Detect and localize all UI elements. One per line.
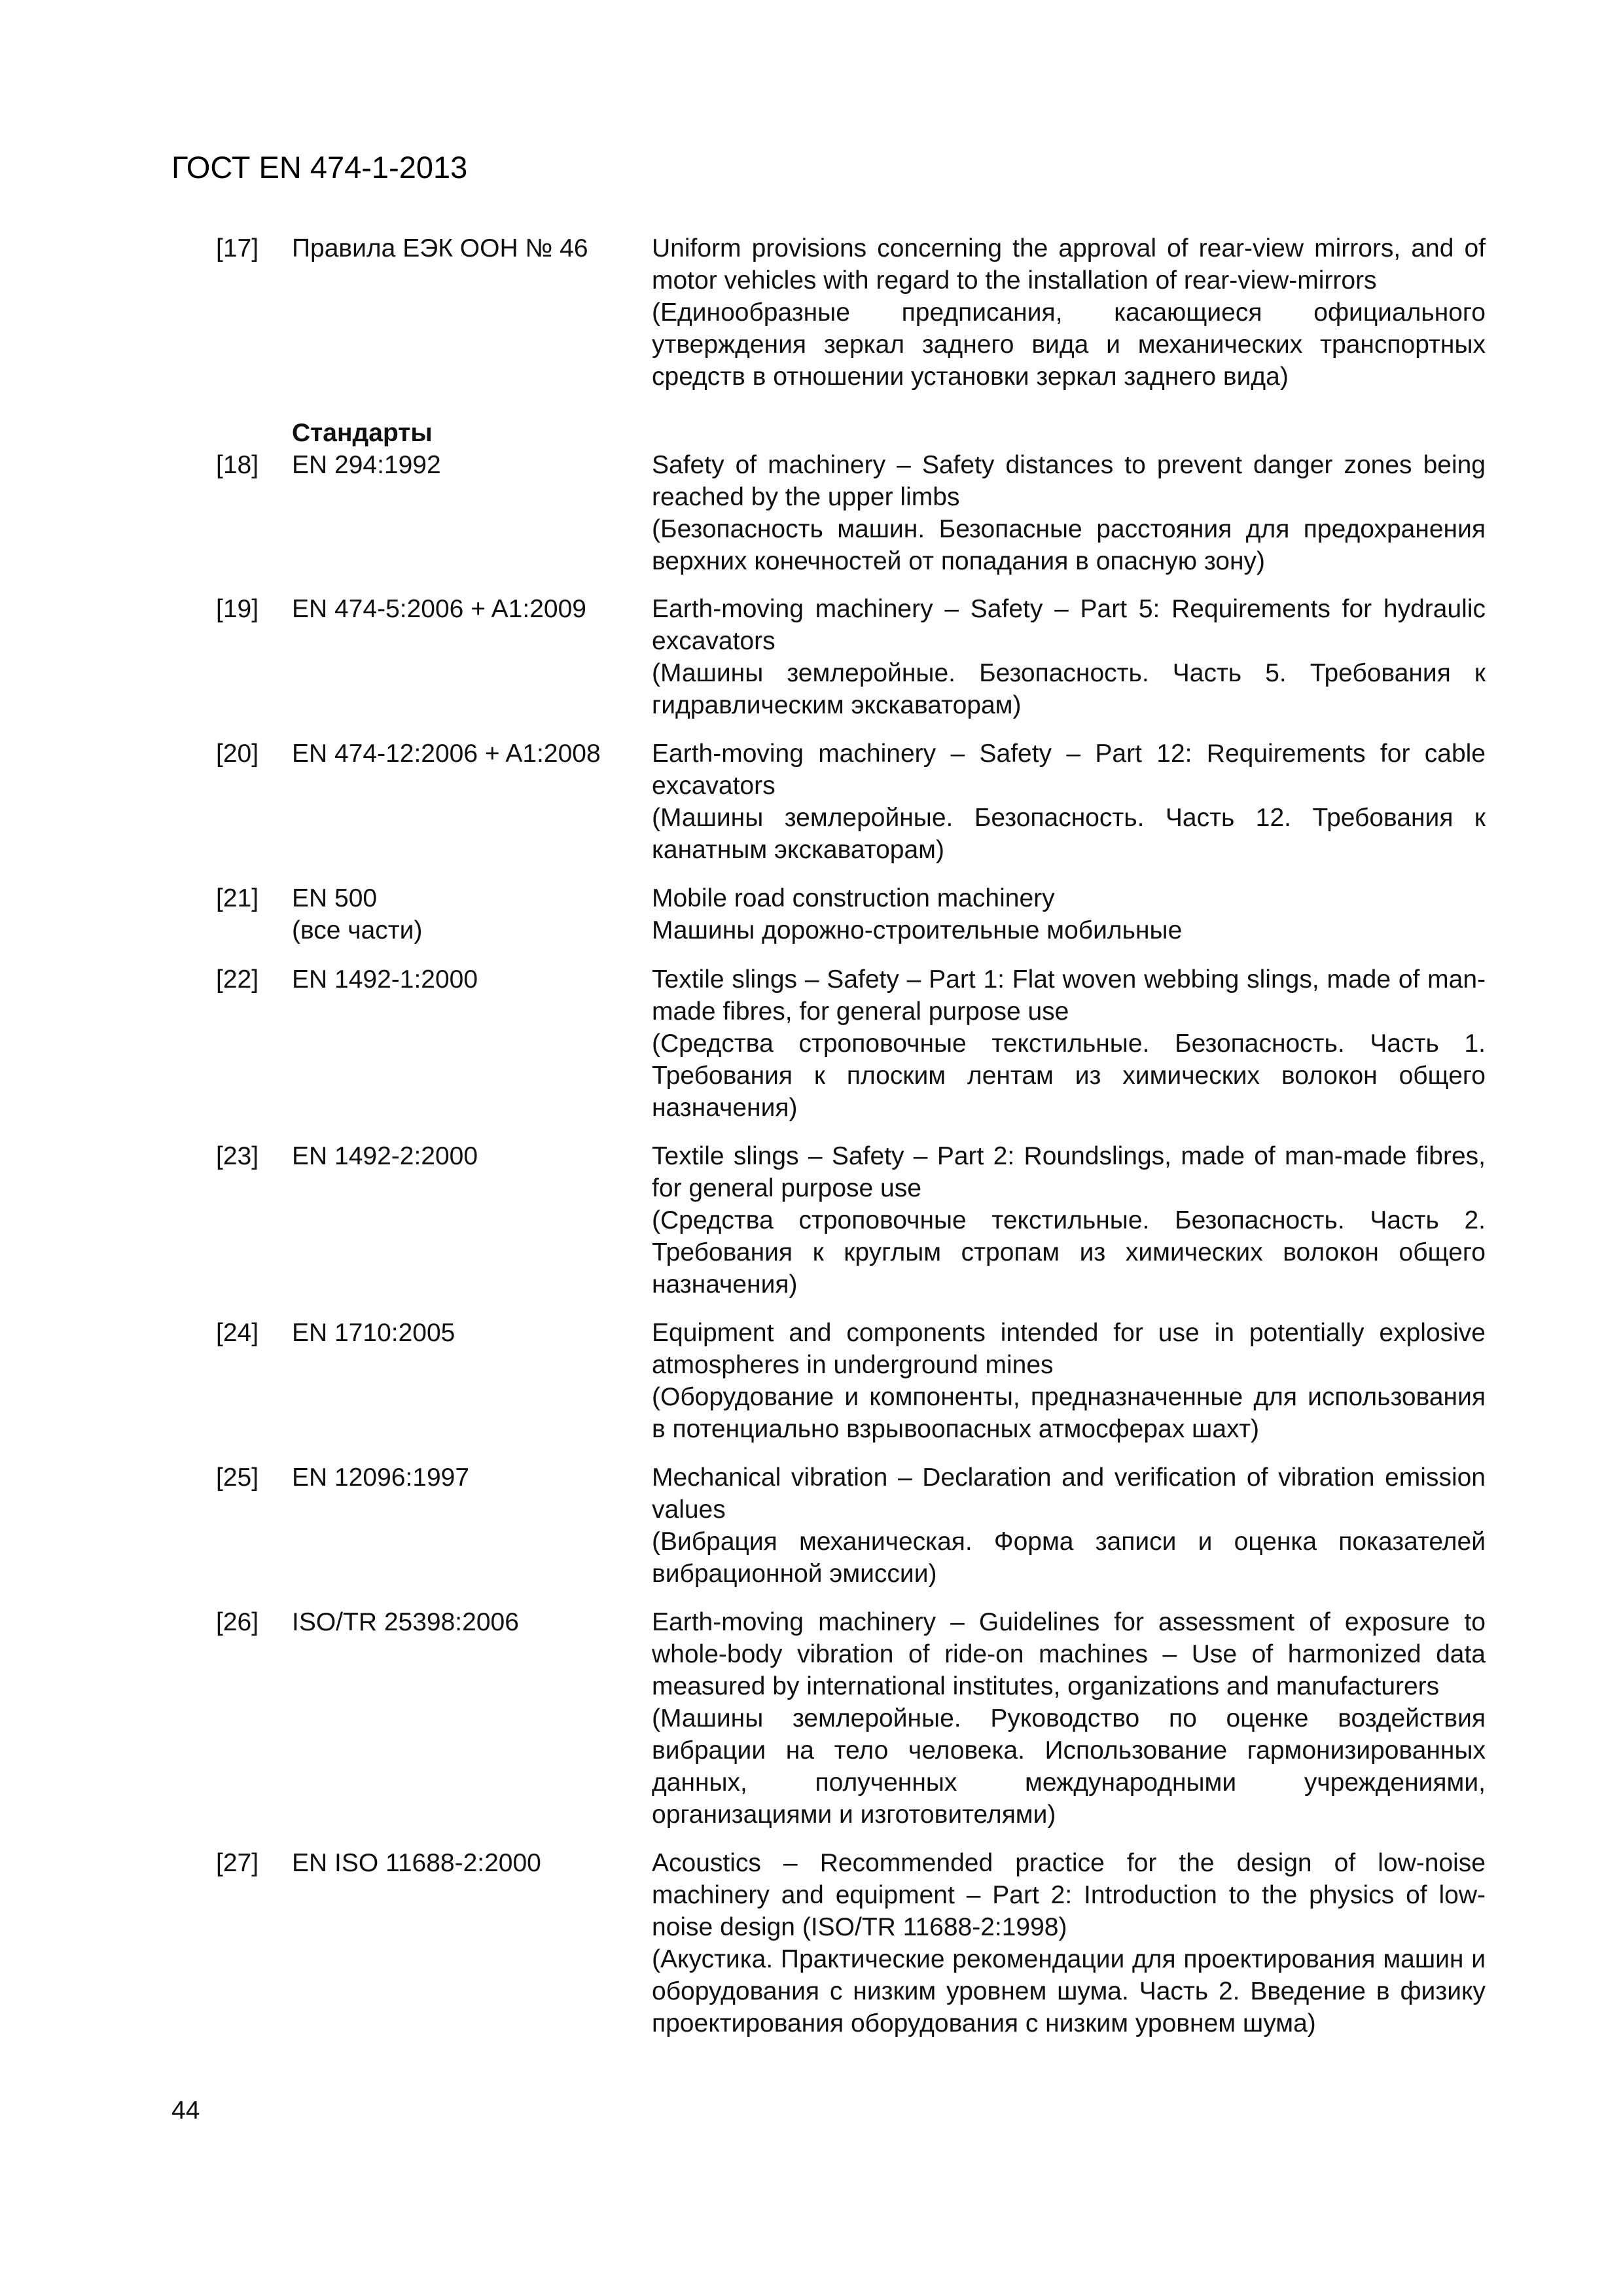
reference-number: [21]: [216, 884, 259, 912]
reference-code: [292, 882, 645, 946]
reference-code-text: EN 294:1992: [292, 451, 441, 479]
reference-number: [22]: [216, 965, 259, 994]
reference-description: [652, 1317, 1486, 1445]
reference-code-text: Правила ЕЭК ООН № 46: [292, 234, 588, 262]
reference-code-text: EN 1492-1:2000: [292, 965, 478, 994]
reference-description: [652, 963, 1486, 1124]
reference-title-ru: Машины дорожно-строительные мобильные: [652, 916, 1183, 944]
reference-title-en: Textile slings – Safety – Part 2: Roundslings, made of man-made fibres, for general purpose use: [652, 1142, 1486, 1202]
reference-title-en: Mobile road construction machinery: [652, 884, 1055, 912]
reference-code-subtext: (все части): [292, 916, 423, 944]
reference-description: [652, 449, 1486, 577]
reference-code-text: ISO/TR 25398:2006: [292, 1608, 519, 1636]
reference-title-en: Uniform provisions concerning the approval of rear-view mirrors, and of motor vehicles with regard to the installation of rear-view-mirrors: [652, 234, 1486, 295]
reference-title-ru: (Безопасность машин. Безопасные расстояния для предохранения верхних конечностей от попадания в опасную зону): [652, 515, 1486, 575]
reference-title-en: Earth-moving machinery – Safety – Part 12: Requirements for cable excavators: [652, 740, 1486, 800]
reference-description: [652, 1462, 1486, 1590]
reference-code: [292, 1462, 645, 1494]
reference-code-text: EN 474-12:2006 + A1:2008: [292, 740, 601, 768]
reference-title-ru: (Машины землеройные. Безопасность. Часть 12. Требования к канатным экскаваторам): [652, 804, 1486, 864]
reference-number: [19]: [216, 595, 259, 623]
reference-description: [652, 882, 1486, 946]
reference-number: [26]: [216, 1608, 259, 1636]
reference-title-ru: (Оборудование и компоненты, предназначенные для использования в потенциально взрывоопасных атмосферах шахт): [652, 1383, 1486, 1443]
reference-number: [23]: [216, 1142, 259, 1170]
reference-code: [292, 1317, 645, 1349]
reference-number: [18]: [216, 451, 259, 479]
reference-title-ru: (Средства строповочные текстильные. Безопасность. Часть 2. Требования к круглым стропам из химических волокон общего назначения): [652, 1206, 1486, 1299]
reference-number: [17]: [216, 234, 259, 262]
reference-title-en: Safety of machinery – Safety distances to prevent danger zones being reached by the upper limbs: [652, 451, 1486, 511]
reference-number: [27]: [216, 1849, 259, 1877]
reference-code-text: EN 474-5:2006 + A1:2009: [292, 595, 586, 623]
reference-code-text: EN 500: [292, 884, 378, 912]
reference-title-en: Mechanical vibration – Declaration and verification of vibration emission values: [652, 1463, 1486, 1524]
reference-code-text: EN 1492-2:2000: [292, 1142, 478, 1170]
reference-code: [292, 738, 645, 770]
reference-title-en: Equipment and components intended for use in potentially explosive atmospheres in underground mines: [652, 1319, 1486, 1379]
reference-number: [25]: [216, 1463, 259, 1492]
reference-code: [292, 449, 645, 481]
reference-description: [652, 1606, 1486, 1831]
reference-code: [292, 963, 645, 996]
section-heading-standards: Стандарты: [292, 419, 433, 447]
reference-number: [24]: [216, 1319, 259, 1347]
reference-code: [292, 593, 645, 625]
reference-code: [292, 1847, 645, 1879]
reference-title-ru: (Акустика. Практические рекомендации для проектирования машин и оборудования с низким уровнем шума. Часть 2. Введение в физику проектирования оборудования с низким уровнем шума): [652, 1945, 1486, 2037]
page-number: 44: [171, 2096, 200, 2125]
reference-code-text: EN ISO 11688-2:2000: [292, 1849, 541, 1877]
reference-code: [292, 1606, 645, 1638]
reference-description: [652, 1847, 1486, 2039]
reference-title-ru: (Средства строповочные текстильные. Безопасность. Часть 1. Требования к плоским лентам из химических волокон общего назначения): [652, 1030, 1486, 1122]
reference-title-en: Textile slings – Safety – Part 1: Flat woven webbing slings, made of man-made fibres, for general purpose use: [652, 965, 1486, 1026]
reference-code: [292, 232, 645, 264]
reference-title-ru: (Машины землеройные. Руководство по оценке воздействия вибрации на тело человека. Использование гармонизированных данных, полученных международными учреждениями, организациями и изготовителями): [652, 1704, 1486, 1829]
reference-description: [652, 738, 1486, 866]
reference-title-ru: (Машины землеройные. Безопасность. Часть 5. Требования к гидравлическим экскаваторам): [652, 659, 1486, 719]
reference-title-ru: (Единообразные предписания, касающиеся официального утверждения зеркал заднего вида и механических транспортных средств в отношении установки зеркал заднего вида): [652, 298, 1486, 391]
reference-title-en: Earth-moving machinery – Guidelines for assessment of exposure to whole-body vibration of ride-on machines – Use of harmonized data measured by international institutes, organizations and manufacturers: [652, 1608, 1486, 1700]
reference-number: [20]: [216, 740, 259, 768]
reference-description: [652, 593, 1486, 721]
reference-title-ru: (Вибрация механическая. Форма записи и оценка показателей вибрационной эмиссии): [652, 1528, 1486, 1588]
reference-description: [652, 1140, 1486, 1300]
reference-title-en: Acoustics – Recommended practice for the design of low-noise machinery and equipment – Part 2: Introduction to the physics of low-noise design (ISO/TR 11688-2:1998): [652, 1849, 1486, 1941]
reference-code-text: EN 1710:2005: [292, 1319, 455, 1347]
reference-code-text: EN 12096:1997: [292, 1463, 470, 1492]
reference-description: [652, 232, 1486, 393]
reference-code: [292, 1140, 645, 1172]
reference-title-en: Earth-moving machinery – Safety – Part 5: Requirements for hydraulic excavators: [652, 595, 1486, 655]
document-header: ГОСТ EN 474-1-2013: [171, 150, 468, 185]
